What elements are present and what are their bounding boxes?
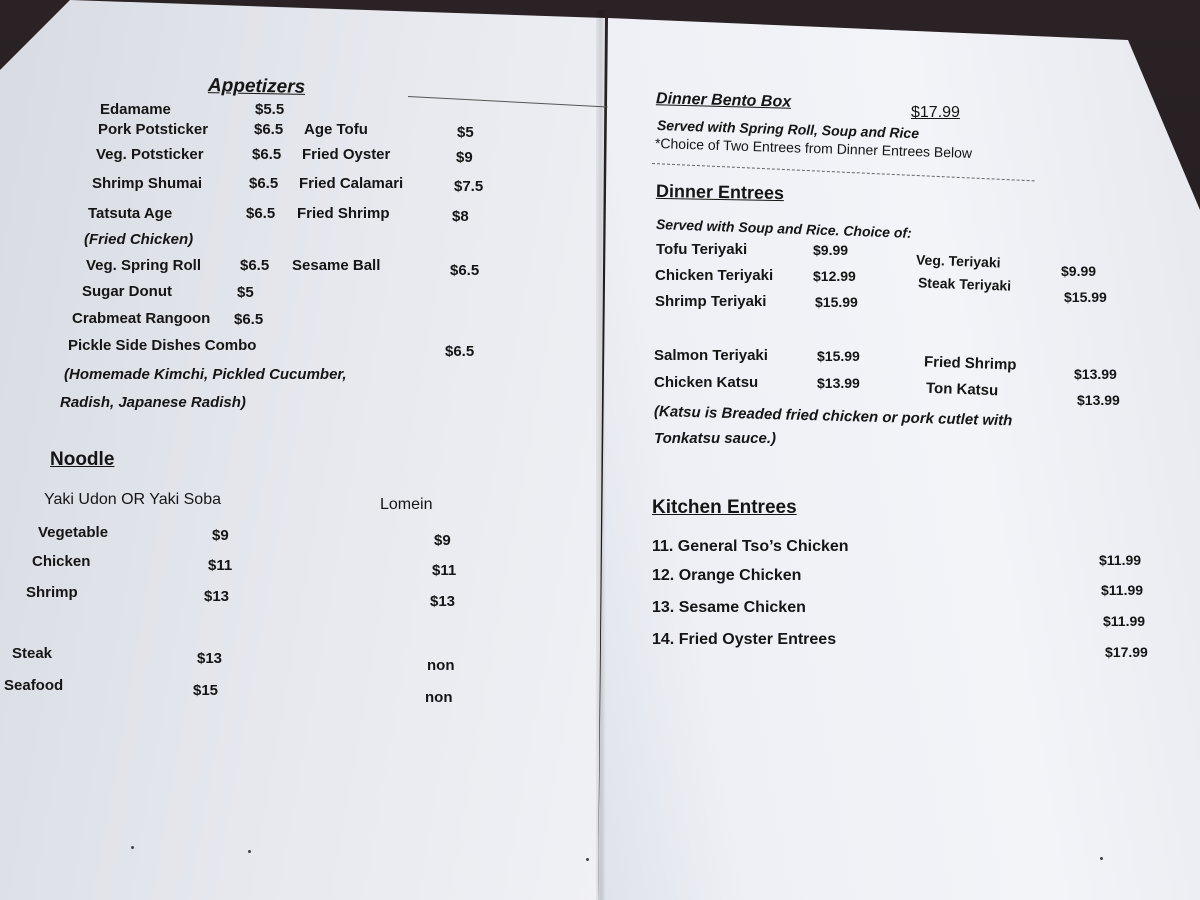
kitchen-item-price: $11.99 [1101, 582, 1144, 598]
dinner-item-price: $9.99 [813, 242, 849, 258]
kitchen-item-price: $17.99 [1105, 644, 1148, 660]
appetizer-price: $5.5 [255, 101, 285, 118]
kitchen-item-name: 13. Sesame Chicken [652, 599, 806, 616]
dinner-item-name: Shrimp Teriyaki [655, 293, 767, 310]
dinner-item-name: Tofu Teriyaki [656, 241, 748, 258]
appetizer-price: $6.5 [234, 311, 264, 328]
appetizer-price: $6.5 [249, 175, 279, 192]
appetizer-price: $6.5 [450, 262, 480, 279]
noodle-name: Shrimp [26, 584, 78, 601]
dinner-item-price: $13.99 [1077, 392, 1120, 408]
noodle-name: Vegetable [38, 524, 109, 541]
dinner-item-price: $9.99 [1061, 263, 1097, 279]
appetizer-note: (Fried Chicken) [84, 231, 194, 248]
noodle-price: $13 [197, 650, 223, 667]
combo-note: (Homemade Kimchi, Pickled Cucumber, [64, 366, 347, 383]
dinner-item-price: $13.99 [1074, 366, 1117, 382]
appetizer-name: Fried Oyster [302, 146, 391, 163]
dinner-item-price: $15.99 [817, 348, 860, 364]
noodle-name: Chicken [32, 553, 91, 570]
bento-price: $17.99 [911, 104, 960, 121]
appetizer-name: Veg. Potsticker [96, 146, 204, 163]
appetizer-name: Age Tofu [304, 121, 368, 138]
combo-note: Radish, Japanese Radish) [60, 394, 246, 411]
noodle-price: $11 [432, 562, 457, 579]
dinner-heading: Dinner Entrees [655, 180, 785, 204]
noodle-price: non [425, 689, 453, 706]
appetizer-name: Pickle Side Dishes Combo [68, 337, 257, 354]
noodle-price: non [427, 657, 455, 674]
kitchen-item-name: 14. Fried Oyster Entrees [652, 631, 837, 648]
kitchen-item-name: 11. General Tso’s Chicken [652, 538, 849, 555]
noodle-price: $9 [434, 532, 451, 549]
dinner-item-price: $15.99 [1064, 289, 1107, 305]
dinner-item-name: Chicken Katsu [654, 374, 759, 391]
noodle-col1-header: Yaki Udon OR Yaki Soba [44, 491, 221, 508]
noodle-name: Steak [12, 645, 53, 662]
kitchen-item-name: 12. Orange Chicken [652, 567, 802, 584]
kitchen-item-price: $11.99 [1099, 552, 1142, 568]
appetizer-name: Fried Calamari [299, 175, 404, 192]
appetizer-name: Pork Potsticker [98, 121, 209, 138]
dinner-item-name: Salmon Teriyaki [654, 347, 768, 364]
appetizer-price: $6.5 [252, 146, 282, 163]
katsu-note: (Katsu is Breaded fried chicken or pork cutlet with [653, 403, 1013, 430]
noodle-price: $13 [204, 588, 230, 605]
appetizer-price: $5 [237, 284, 254, 301]
dinner-item-price: $12.99 [813, 268, 856, 284]
appetizer-price: $6.5 [445, 343, 475, 360]
appetizer-price: $9 [456, 149, 473, 166]
noodle-price: $11 [208, 557, 233, 574]
dinner-item-name: Ton Katsu [925, 379, 999, 400]
dinner-item-price: $13.99 [817, 375, 860, 391]
dinner-item-name: Fried Shrimp [923, 353, 1017, 374]
appetizer-price: $6.5 [246, 205, 276, 222]
dinner-item-price: $15.99 [815, 294, 858, 310]
appetizer-price: $5 [457, 124, 474, 141]
paper-speck [586, 858, 589, 861]
paper-speck [248, 850, 251, 853]
appetizer-name: Veg. Spring Roll [86, 257, 202, 274]
dinner-item-name: Veg. Teriyaki [915, 251, 1001, 271]
appetizer-name: Sesame Ball [292, 257, 381, 274]
appetizer-name: Tatsuta Age [88, 205, 173, 222]
appetizer-name: Crabmeat Rangoon [72, 310, 211, 327]
noodle-price: $13 [430, 593, 456, 610]
katsu-note: Tonkatsu sauce.) [654, 430, 776, 447]
appetizer-price: $8 [452, 208, 469, 225]
appetizer-price: $6.5 [254, 121, 284, 138]
dinner-item-name: Steak Teriyaki [917, 274, 1012, 294]
noodle-col2-header: Lomein [380, 496, 433, 513]
appetizer-name: Fried Shrimp [297, 205, 390, 222]
paper-speck [131, 846, 134, 849]
appetizer-name: Edamame [100, 101, 171, 118]
appetizer-price: $6.5 [240, 257, 270, 274]
dinner-item-name: Chicken Teriyaki [655, 267, 774, 284]
noodle-name: Seafood [4, 677, 64, 694]
appetizer-name: Sugar Donut [82, 283, 172, 300]
kitchen-heading: Kitchen Entrees [652, 497, 797, 518]
bento-heading: Dinner Bento Box [655, 90, 792, 111]
appetizer-name: Shrimp Shumai [92, 175, 203, 192]
appetizers-heading: Appetizers [207, 75, 306, 98]
appetizer-price: $7.5 [454, 178, 484, 195]
dinner-intro: Served with Soup and Rice. Choice of: [655, 216, 913, 241]
noodle-price: $15 [193, 682, 219, 699]
noodle-heading: Noodle [50, 449, 115, 470]
paper-speck [1100, 857, 1103, 860]
bento-line: Served with Spring Roll, Soup and Rice [656, 117, 920, 142]
page-fold-shadow [596, 10, 606, 900]
bento-line: *Choice of Two Entrees from Dinner Entrees Below [654, 135, 973, 161]
kitchen-item-price: $11.99 [1103, 613, 1146, 629]
noodle-price: $9 [212, 527, 229, 544]
